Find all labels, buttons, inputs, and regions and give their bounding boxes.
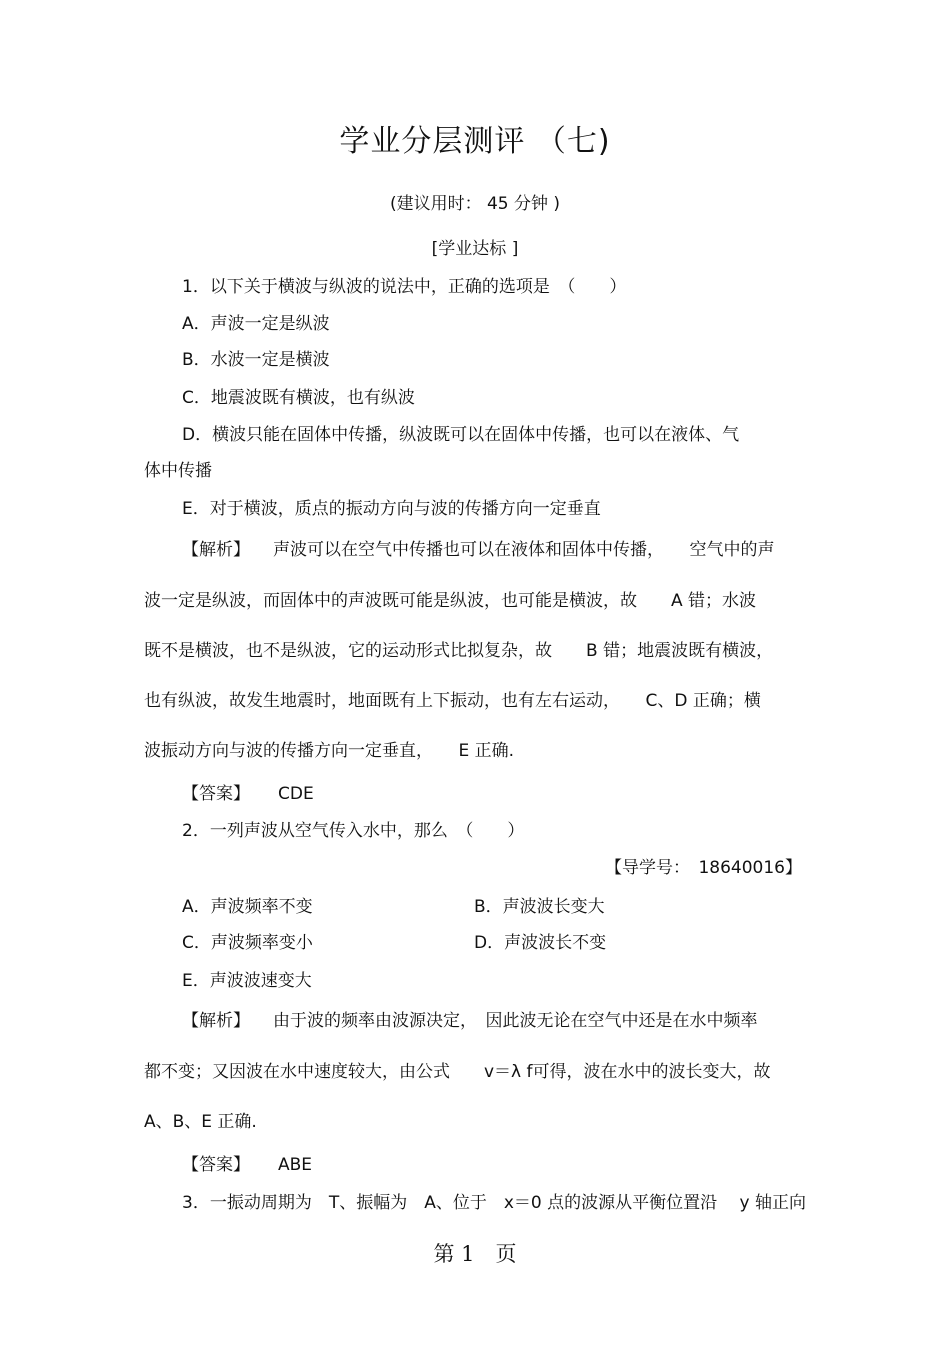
- suggested-time: (建议用时： 45 分钟 ): [389, 194, 561, 214]
- q1-option-d-line1: D．横波只能在固体中传播，纵波既可以在固体中传播，也可以在液体、气: [182, 425, 740, 445]
- q1-option-b: B．水波一定是横波: [182, 350, 330, 370]
- q1-stem: 1．以下关于横波与纵波的说法中，正确的选项是 （ ）: [182, 277, 627, 297]
- q2-stem: 2．一列声波从空气传入水中，那么 （ ）: [182, 821, 525, 841]
- q1-analysis-line: 波振动方向与波的传播方向一定垂直， E 正确.: [144, 741, 515, 761]
- page-title: 学业分层测评 （七): [339, 124, 611, 159]
- q1-analysis-line: 既不是横波，也不是纵波，它的运动形式比拟复杂，故 B 错；地震波既有横波，: [144, 641, 774, 661]
- q1-answer: CDE: [278, 784, 314, 804]
- q2-analysis-line: A、B、E 正确.: [144, 1112, 257, 1132]
- q1-analysis-line: 波一定是纵波，而固体中的声波既可能是纵波，也可能是横波，故 A 错；水波: [144, 591, 757, 611]
- q2-guide-number: 【导学号： 18640016】: [604, 858, 802, 878]
- q2-option-a: A．声波频率不变: [182, 897, 313, 917]
- q1-answer-label: 【答案】: [182, 784, 250, 804]
- q2-option-c: C．声波频率变小: [182, 933, 313, 953]
- section-heading: [学业达标 ]: [431, 239, 519, 259]
- q2-option-d: D．声波波长不变: [474, 933, 607, 953]
- q1-option-a: A．声波一定是纵波: [182, 314, 330, 334]
- q2-analysis-line: 由于波的频率由波源决定， 因此波无论在空气中还是在水中频率: [273, 1011, 758, 1031]
- q1-option-e: E．对于横波，质点的振动方向与波的传播方向一定垂直: [182, 499, 601, 519]
- q1-analysis-line: 声波可以在空气中传播也可以在液体和固体中传播， 空气中的声: [273, 540, 775, 560]
- q1-option-d-line2: 体中传播: [144, 461, 212, 481]
- q2-analysis-label: 【解析】: [182, 1011, 250, 1031]
- q1-analysis-line: 也有纵波，故发生地震时，地面既有上下振动，也有左右运动， C、D 正确；横: [144, 691, 761, 711]
- q2-analysis-line: 都不变；又因波在水中速度较大，由公式 v＝λ f可得，波在水中的波长变大，故: [144, 1062, 771, 1082]
- q3-stem: 3．一振动周期为 T、振幅为 A、位于 x＝0 点的波源从平衡位置沿 y 轴正向: [182, 1193, 806, 1213]
- page-number: 第 1 页: [433, 1242, 517, 1266]
- q2-answer-label: 【答案】: [182, 1155, 250, 1175]
- q2-option-b: B．声波波长变大: [474, 897, 605, 917]
- q2-answer: ABE: [278, 1155, 313, 1175]
- q2-option-e: E．声波波速变大: [182, 971, 312, 991]
- q1-option-c: C．地震波既有横波，也有纵波: [182, 388, 415, 408]
- q1-analysis-label: 【解析】: [182, 540, 250, 560]
